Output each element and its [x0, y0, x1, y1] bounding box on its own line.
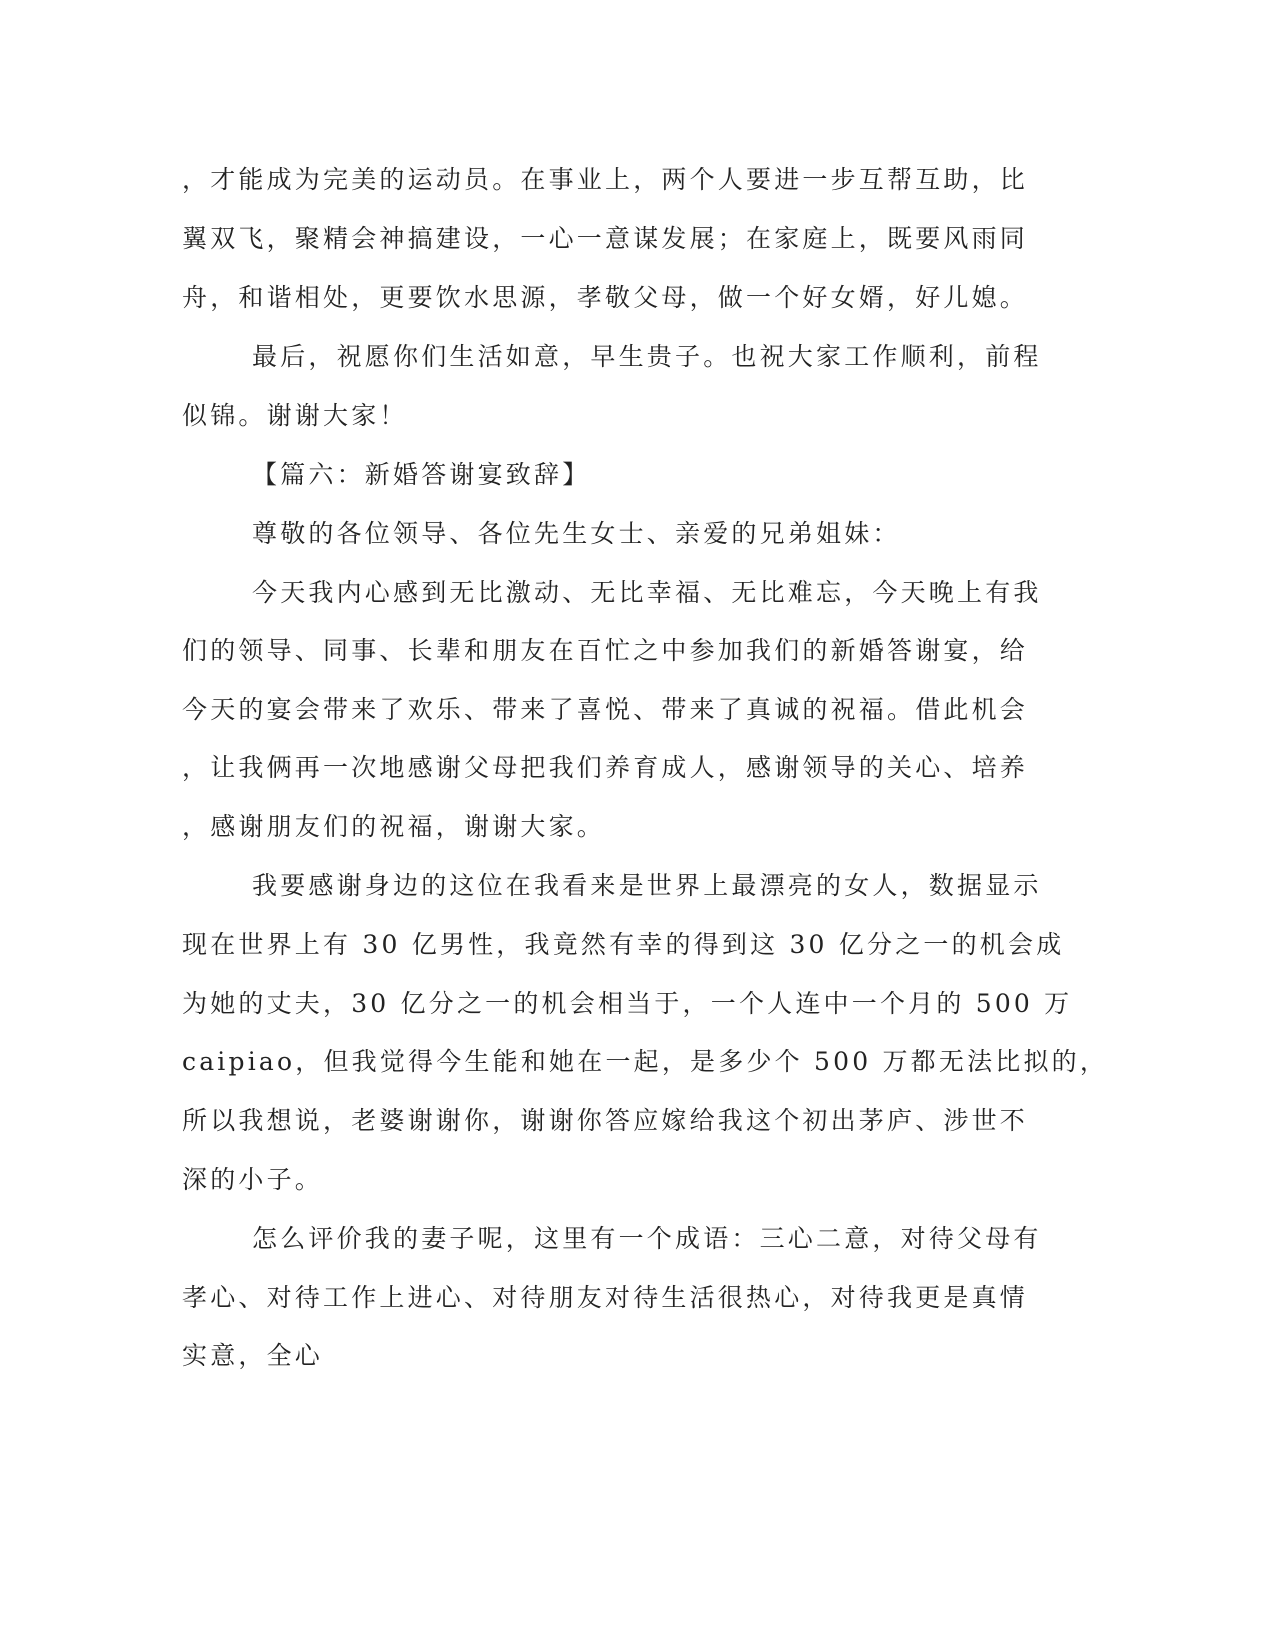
text-line: 们的领导、同事、长辈和朋友在百忙之中参加我们的新婚答谢宴，给 [182, 636, 1029, 665]
text-line: ，感谢朋友们的祝福，谢谢大家。 [182, 812, 606, 841]
text-line: 翼双飞，聚精会神搞建设，一心一意谋发展；在家庭上，既要风雨同 [182, 224, 1029, 253]
text-line: ，让我俩再一次地感谢父母把我们养育成人，感谢领导的关心、培养 [182, 753, 1029, 782]
text-line: caipiao，但我觉得今生能和她在一起，是多少个 500 万都无法比拟的， [182, 1047, 1109, 1076]
text-line: 所以我想说，老婆谢谢你，谢谢你答应嫁给我这个初出茅庐、涉世不 [182, 1106, 1029, 1135]
text-line: 现在世界上有 30 亿男性，我竟然有幸的得到这 30 亿分之一的机会成 [182, 930, 1065, 959]
section-heading: 【篇六：新婚答谢宴致辞】 [252, 460, 591, 489]
text-line: 实意，全心 [182, 1341, 324, 1370]
text-line: 舟，和谐相处，更要饮水思源，孝敬父母，做一个好女婿，好儿媳。 [182, 283, 1029, 312]
text-line: 深的小子。 [182, 1165, 324, 1194]
paragraph-first-line: 今天我内心感到无比激动、无比幸福、无比难忘，今天晚上有我 [252, 578, 1042, 607]
salutation: 尊敬的各位领导、各位先生女士、亲爱的兄弟姐妹： [252, 519, 901, 548]
paragraph-first-line: 我要感谢身边的这位在我看来是世界上最漂亮的女人，数据显示 [252, 871, 1042, 900]
text-line: 今天的宴会带来了欢乐、带来了喜悦、带来了真诚的祝福。借此机会 [182, 695, 1029, 724]
paragraph-first-line: 怎么评价我的妻子呢，这里有一个成语：三心二意，对待父母有 [252, 1224, 1042, 1253]
paragraph-first-line: 最后，祝愿你们生活如意，早生贵子。也祝大家工作顺利，前程 [252, 342, 1042, 371]
text-line: 似锦。谢谢大家！ [182, 401, 408, 430]
text-line: ，才能成为完美的运动员。在事业上，两个人要进一步互帮互助，比 [182, 165, 1029, 194]
text-line: 为她的丈夫，30 亿分之一的机会相当于，一个人连中一个月的 500 万 [182, 989, 1073, 1018]
text-line: 孝心、对待工作上进心、对待朋友对待生活很热心，对待我更是真情 [182, 1283, 1029, 1312]
